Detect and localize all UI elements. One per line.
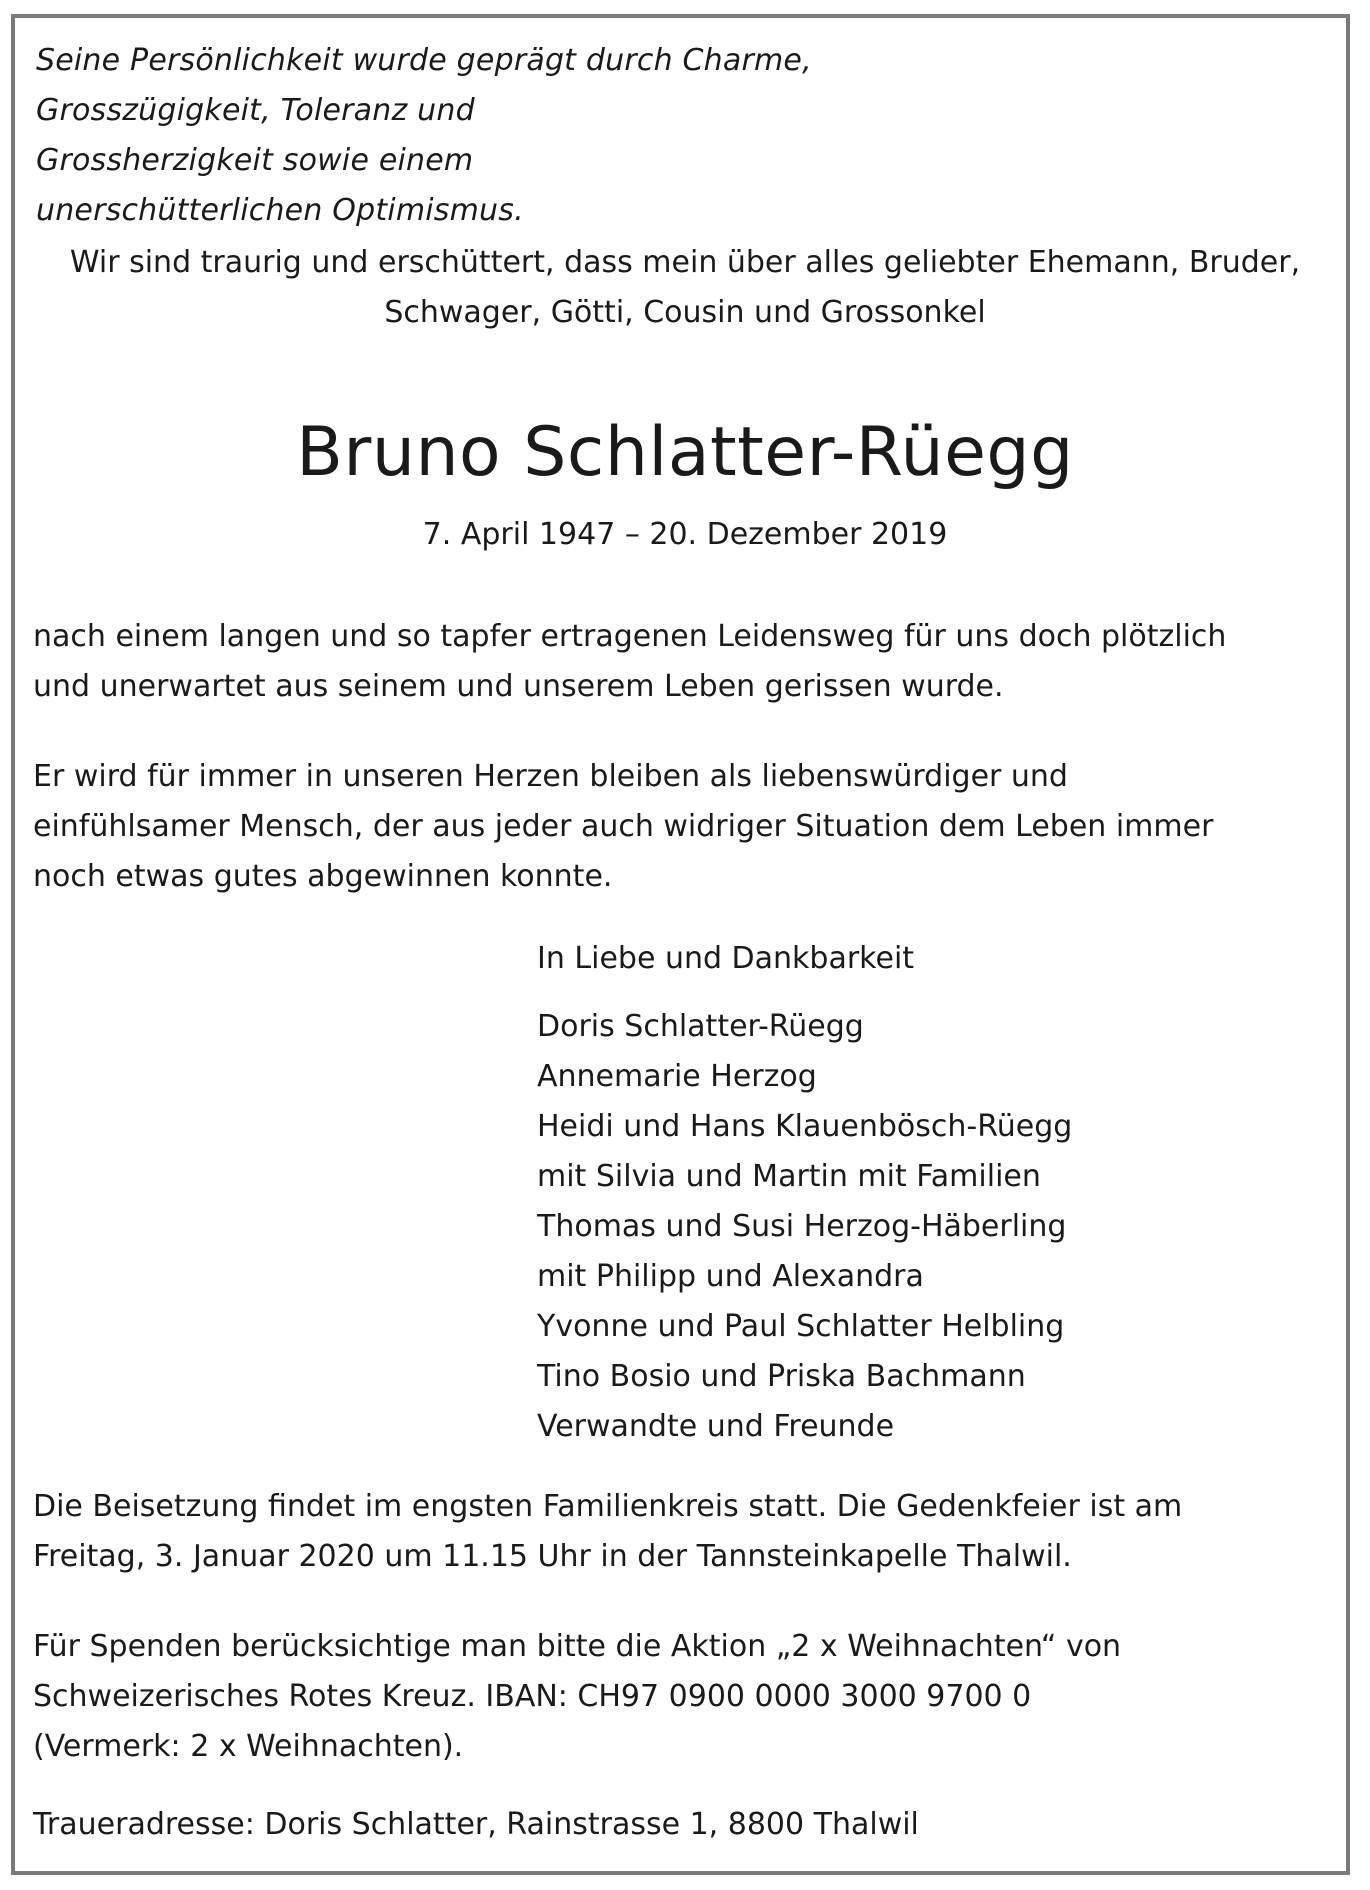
paragraph-line: einfühlsamer Mensch, der aus jeder auch widriger Situation dem Leben immer [33, 809, 1214, 844]
intro-line: Schwager, Götti, Cousin und Grossonkel [384, 295, 986, 330]
intro-text [0, 238, 1370, 338]
paragraph-line: (Vermerk: 2 x Weihnachten). [33, 1729, 464, 1764]
mourner-name: mit Philipp und Alexandra [537, 1259, 924, 1294]
paragraph-line: Freitag, 3. Januar 2020 um 11.15 Uhr in der Tannsteinkapelle Thalwil. [33, 1539, 1072, 1574]
address-line: Traueradresse: Doris Schlatter, Rainstrasse 1, 8800 Thalwil [33, 1807, 919, 1842]
mourner-name: Doris Schlatter-Rüegg [537, 1009, 864, 1044]
mourners-list [537, 934, 1072, 1452]
mourner-name: Thomas und Susi Herzog-Häberling [537, 1209, 1067, 1244]
life-dates: 7. April 1947 – 20. Dezember 2019 [422, 517, 948, 552]
mourner-name: Tino Bosio und Priska Bachmann [537, 1359, 1026, 1394]
paragraph-line: Schweizerisches Rotes Kreuz. IBAN: CH97 0900 0000 3000 9700 0 [33, 1679, 1032, 1714]
mourner-name: Verwandte und Freunde [537, 1409, 895, 1444]
paragraph-line: Für Spenden berücksichtige man bitte die Aktion „2 x Weihnachten“ von [33, 1629, 1122, 1664]
paragraph-line: Die Beisetzung findet im engsten Familienkreis statt. Die Gedenkfeier ist am [33, 1489, 1183, 1524]
motto-line: Grosszügigkeit, Toleranz und [36, 93, 475, 128]
deceased-name: Bruno Schlatter-Rüegg [296, 413, 1074, 492]
closing-phrase: In Liebe und Dankbarkeit [537, 941, 915, 976]
passing-paragraph [33, 612, 1226, 712]
motto-line: Grossherzigkeit sowie einem [36, 143, 474, 178]
paragraph-line: und unerwartet aus seinem und unserem Leben gerissen wurde. [33, 669, 1004, 704]
donation-info [33, 1622, 1121, 1772]
remembrance-paragraph [33, 752, 1213, 902]
funeral-info [33, 1482, 1182, 1582]
paragraph-line: noch etwas gutes abgewinnen konnte. [33, 859, 613, 894]
paragraph-line: nach einem langen und so tapfer ertragenen Leidensweg für uns doch plötzlich [33, 619, 1227, 654]
mourner-name: mit Silvia und Martin mit Familien [537, 1159, 1041, 1194]
motto-quote [36, 36, 812, 236]
paragraph-line: Er wird für immer in unseren Herzen bleiben als liebenswürdiger und [33, 759, 1068, 794]
mourner-name: Annemarie Herzog [537, 1059, 817, 1094]
motto-line: unerschütterlichen Optimismus. [36, 193, 524, 228]
intro-line: Wir sind traurig und erschüttert, dass mein über alles geliebter Ehemann, Bruder, [69, 245, 1301, 280]
mourner-name: Yvonne und Paul Schlatter Helbling [537, 1309, 1065, 1344]
mourning-address [33, 1800, 919, 1850]
motto-line: Seine Persönlichkeit wurde geprägt durch Charme, [36, 43, 812, 78]
mourner-name: Heidi und Hans Klauenbösch-Rüegg [537, 1109, 1073, 1144]
